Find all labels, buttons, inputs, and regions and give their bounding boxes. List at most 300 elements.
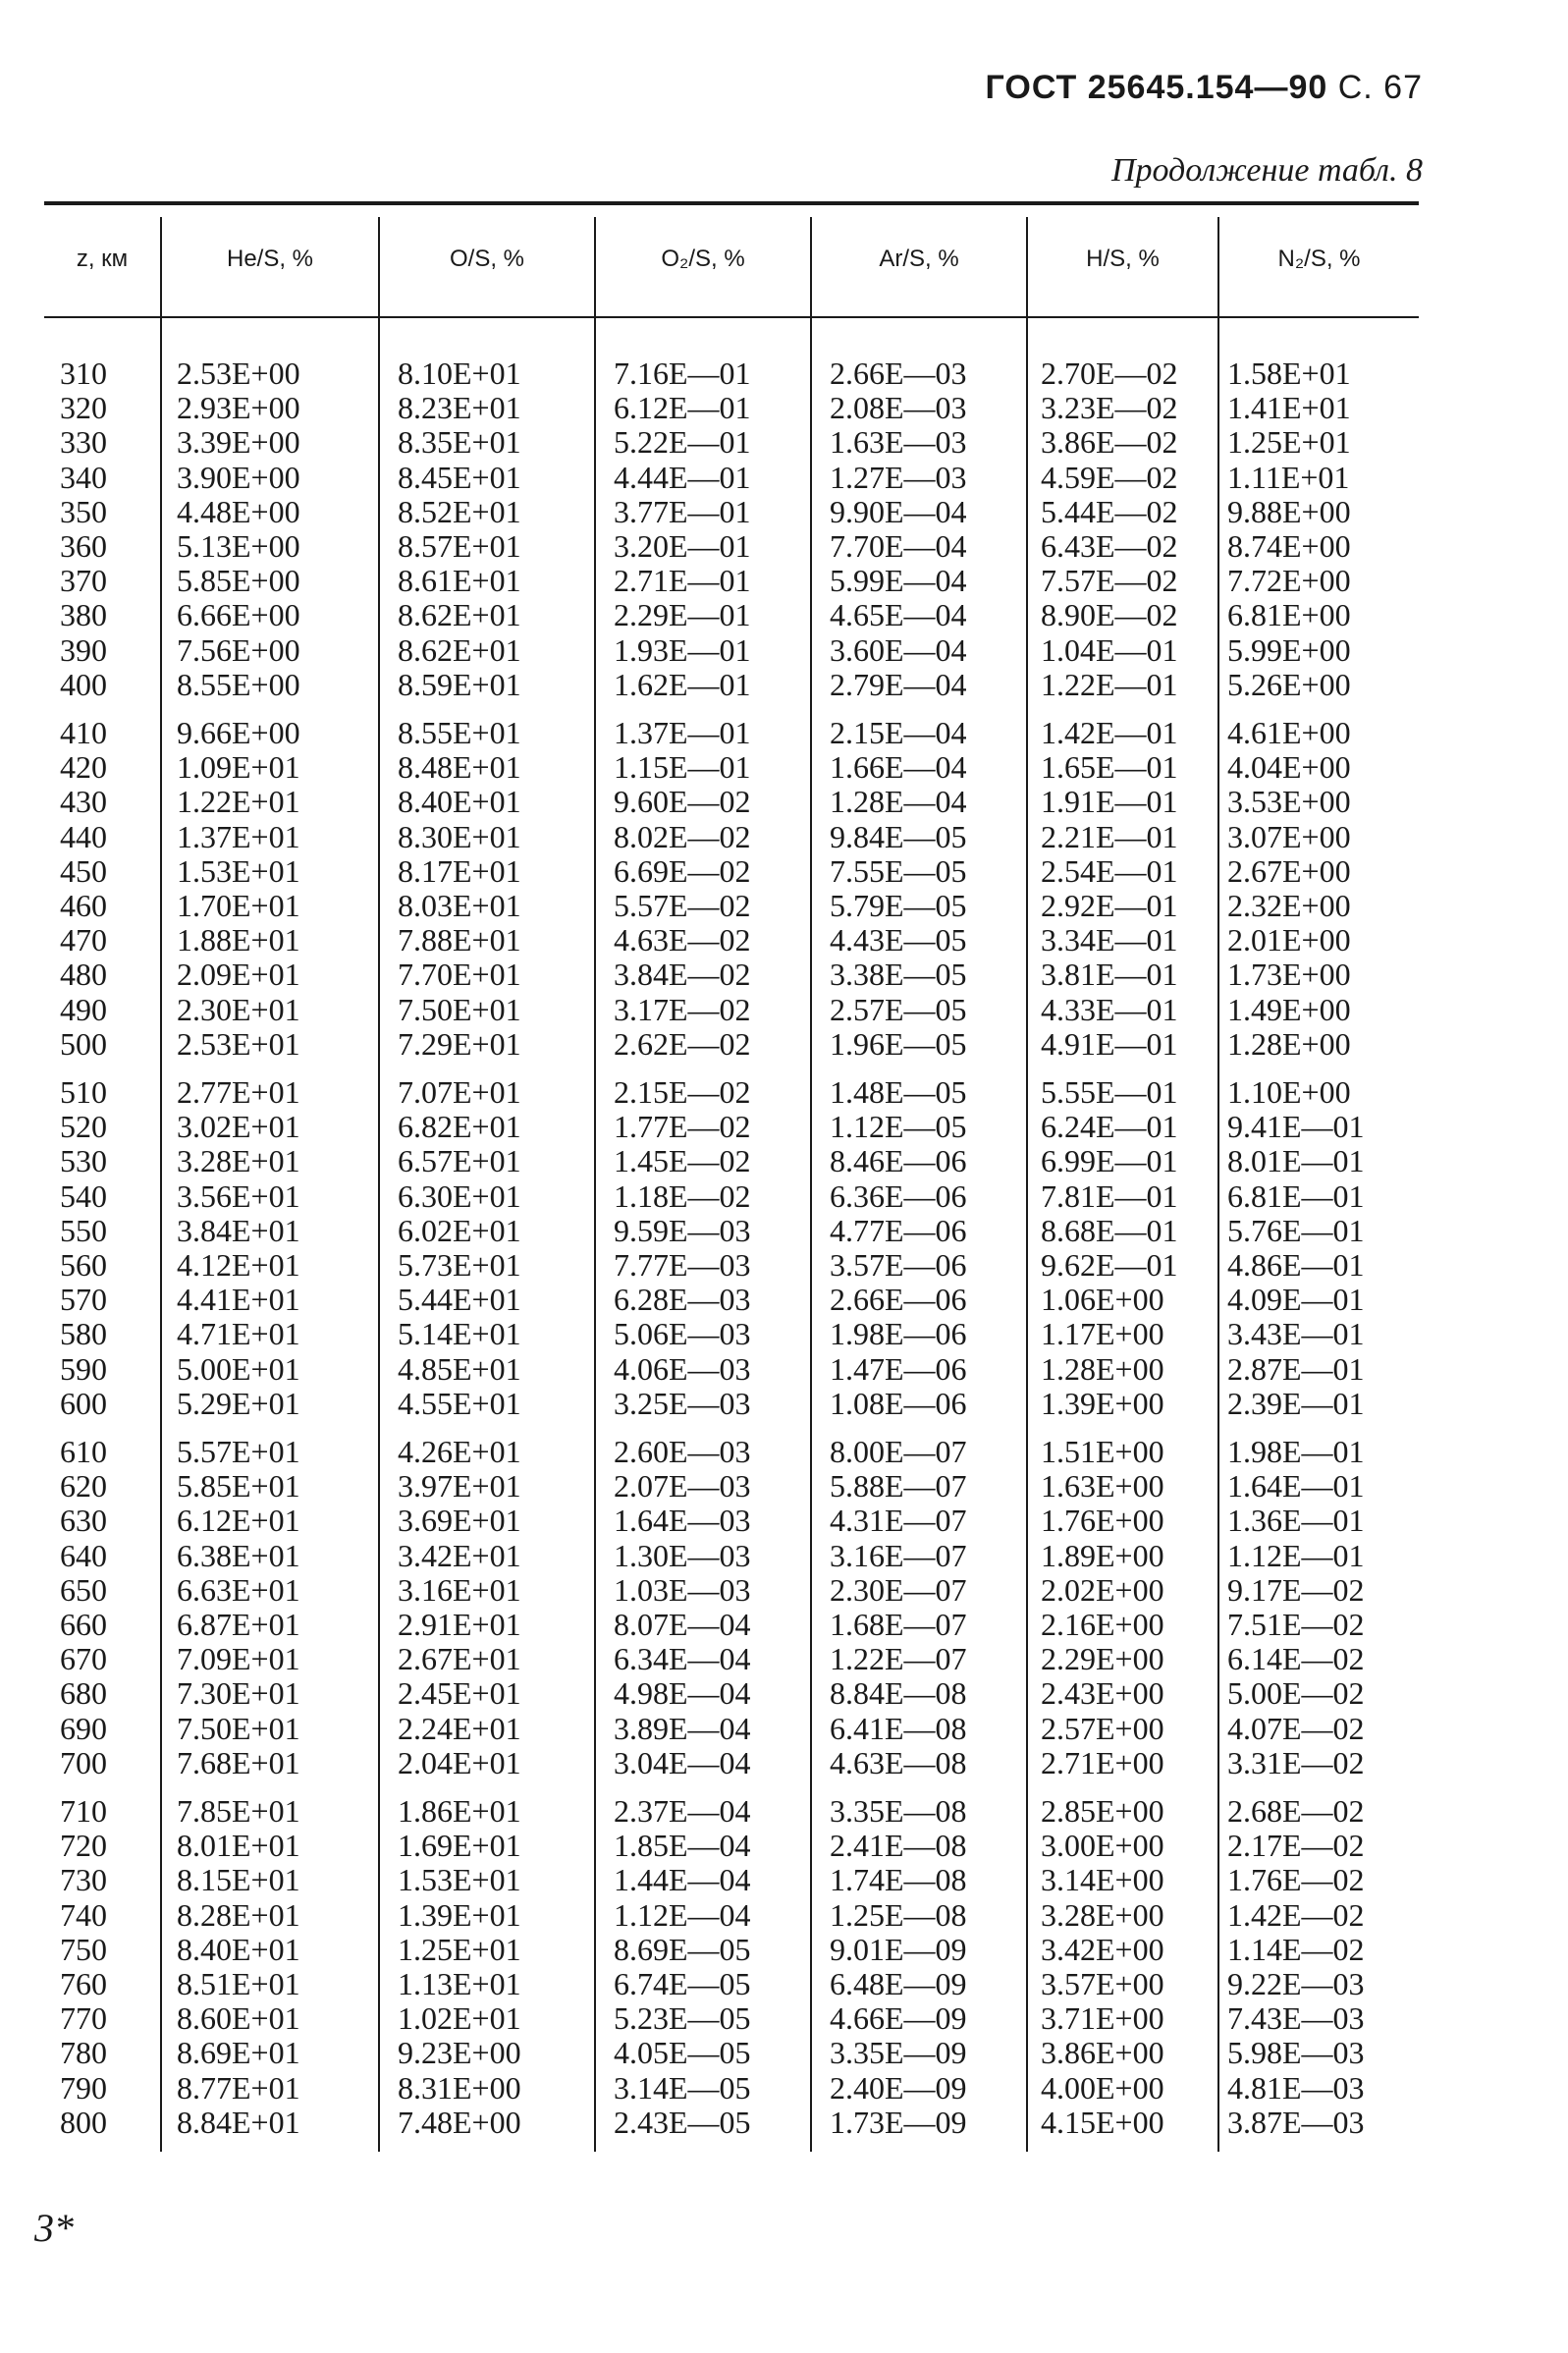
altitude-cell: 510 <box>60 1074 107 1110</box>
o-cell: 1.69E+01 <box>398 1828 521 1864</box>
n2-cell: 1.11E+01 <box>1227 459 1350 495</box>
ar-cell: 9.84E—05 <box>830 818 967 854</box>
table-row <box>44 1110 1419 1144</box>
n2-cell: 2.39E—01 <box>1227 1385 1365 1421</box>
n2-cell: 9.88E+00 <box>1227 493 1351 529</box>
table-row <box>44 2071 1419 2106</box>
h-cell: 3.86E—02 <box>1041 424 1178 461</box>
he-cell: 7.30E+01 <box>177 1675 300 1712</box>
table-row <box>44 1214 1419 1248</box>
table-header-rule <box>44 316 1419 318</box>
table-row <box>44 1746 1419 1780</box>
o-cell: 8.03E+01 <box>398 888 521 923</box>
altitude-cell: 380 <box>60 597 107 633</box>
ar-cell: 5.79E—05 <box>830 888 967 923</box>
o2-cell: 6.12E—01 <box>614 390 751 426</box>
h-cell: 7.81E—01 <box>1041 1177 1178 1214</box>
o2-cell: 5.22E—01 <box>614 424 751 461</box>
n2-cell: 4.86E—01 <box>1227 1247 1365 1283</box>
document-header <box>986 69 1423 107</box>
o-cell: 7.88E+01 <box>398 922 521 958</box>
ar-cell: 5.99E—04 <box>830 563 967 599</box>
ar-cell: 1.27E—03 <box>830 459 967 495</box>
ar-cell: 1.74E—08 <box>830 1862 967 1898</box>
o2-cell: 3.04E—04 <box>614 1744 751 1780</box>
h-cell: 3.81E—01 <box>1041 957 1178 993</box>
n2-cell: 7.72E+00 <box>1227 563 1351 599</box>
h-cell: 1.65E—01 <box>1041 749 1178 786</box>
he-cell: 2.30E+01 <box>177 991 300 1027</box>
ar-cell: 4.43E—05 <box>830 922 967 958</box>
altitude-cell: 640 <box>60 1537 107 1573</box>
o-cell: 1.86E+01 <box>398 1793 521 1829</box>
n2-cell: 6.81E—01 <box>1227 1177 1365 1214</box>
he-cell: 3.56E+01 <box>177 1177 300 1214</box>
ar-cell: 6.36E—06 <box>830 1177 967 1214</box>
ar-cell: 4.77E—06 <box>830 1212 967 1248</box>
o-cell: 3.69E+01 <box>398 1503 521 1539</box>
ar-cell: 2.30E—07 <box>830 1571 967 1608</box>
table-row <box>44 785 1419 819</box>
table-row <box>44 1469 1419 1504</box>
o2-cell: 5.57E—02 <box>614 888 751 923</box>
table-row <box>44 1712 1419 1746</box>
h-cell: 1.76E+00 <box>1041 1503 1164 1539</box>
he-cell: 3.84E+01 <box>177 1212 300 1248</box>
h-cell: 2.16E+00 <box>1041 1607 1164 1642</box>
he-cell: 5.57E+01 <box>177 1434 300 1469</box>
ar-cell: 1.12E—05 <box>830 1109 967 1145</box>
o2-cell: 2.07E—03 <box>614 1468 751 1505</box>
ar-cell: 7.70E—04 <box>830 528 967 564</box>
he-cell: 4.12E+01 <box>177 1247 300 1283</box>
n2-cell: 5.00E—02 <box>1227 1675 1365 1712</box>
o2-cell: 5.23E—05 <box>614 2000 751 2037</box>
table-row <box>44 391 1419 425</box>
altitude-cell: 360 <box>60 528 107 564</box>
n2-cell: 1.12E—01 <box>1227 1537 1365 1573</box>
he-cell: 2.53E+00 <box>177 356 300 391</box>
altitude-cell: 410 <box>60 715 107 750</box>
o-cell: 8.52E+01 <box>398 493 521 529</box>
altitude-cell: 760 <box>60 1966 107 2001</box>
table-row <box>44 1435 1419 1469</box>
h-cell: 1.89E+00 <box>1041 1537 1164 1573</box>
he-cell: 6.87E+01 <box>177 1607 300 1642</box>
o2-cell: 9.60E—02 <box>614 784 751 820</box>
o2-cell: 3.77E—01 <box>614 493 751 529</box>
h-cell: 2.29E+00 <box>1041 1641 1164 1677</box>
n2-cell: 1.28E+00 <box>1227 1025 1351 1062</box>
o-cell: 1.39E+01 <box>398 1896 521 1933</box>
n2-cell: 3.31E—02 <box>1227 1744 1365 1780</box>
table-row <box>44 993 1419 1027</box>
table-row <box>44 2001 1419 2036</box>
altitude-cell: 720 <box>60 1828 107 1864</box>
o2-cell: 3.14E—05 <box>614 2069 751 2106</box>
altitude-cell: 450 <box>60 852 107 889</box>
n2-cell: 4.04E+00 <box>1227 749 1351 786</box>
o2-cell: 1.37E—01 <box>614 715 751 750</box>
altitude-cell: 740 <box>60 1896 107 1933</box>
o-cell: 2.04E+01 <box>398 1744 521 1780</box>
o2-cell: 4.44E—01 <box>614 459 751 495</box>
ar-cell: 3.16E—07 <box>830 1537 967 1573</box>
h-cell: 3.86E+00 <box>1041 2035 1164 2071</box>
ar-cell: 1.98E—06 <box>830 1316 967 1352</box>
h-cell: 2.02E+00 <box>1041 1571 1164 1608</box>
h-cell: 2.70E—02 <box>1041 356 1178 391</box>
n2-cell: 4.61E+00 <box>1227 715 1351 750</box>
o2-cell: 1.93E—01 <box>614 631 751 668</box>
ar-cell: 3.35E—08 <box>830 1793 967 1829</box>
ar-cell: 1.68E—07 <box>830 1607 967 1642</box>
table-row <box>44 495 1419 529</box>
n2-cell: 2.17E—02 <box>1227 1828 1365 1864</box>
altitude-cell: 520 <box>60 1109 107 1145</box>
n2-cell: 9.41E—01 <box>1227 1109 1365 1145</box>
table-row <box>44 750 1419 785</box>
h-cell: 8.68E—01 <box>1041 1212 1178 1248</box>
ar-cell: 2.41E—08 <box>830 1828 967 1864</box>
o-cell: 2.45E+01 <box>398 1675 521 1712</box>
ar-cell: 1.25E—08 <box>830 1896 967 1933</box>
h-cell: 1.42E—01 <box>1041 715 1178 750</box>
table-row <box>44 716 1419 750</box>
table-row <box>44 598 1419 632</box>
o-cell: 5.14E+01 <box>398 1316 521 1352</box>
h-cell: 3.00E+00 <box>1041 1828 1164 1864</box>
n2-cell: 2.68E—02 <box>1227 1793 1365 1829</box>
ar-cell: 1.28E—04 <box>830 784 967 820</box>
ar-cell: 9.90E—04 <box>830 493 967 529</box>
ar-cell: 1.08E—06 <box>830 1385 967 1421</box>
altitude-cell: 310 <box>60 356 107 391</box>
he-cell: 8.60E+01 <box>177 2000 300 2037</box>
table-row <box>44 425 1419 460</box>
ar-cell: 1.63E—03 <box>830 424 967 461</box>
h-cell: 1.06E+00 <box>1041 1282 1164 1318</box>
n2-cell: 5.98E—03 <box>1227 2035 1365 2071</box>
n2-cell: 2.87E—01 <box>1227 1350 1365 1387</box>
h-cell: 2.43E+00 <box>1041 1675 1164 1712</box>
altitude-cell: 780 <box>60 2035 107 2071</box>
ar-cell: 1.73E—09 <box>830 2104 967 2140</box>
o2-cell: 5.06E—03 <box>614 1316 751 1352</box>
o2-cell: 2.29E—01 <box>614 597 751 633</box>
altitude-cell: 610 <box>60 1434 107 1469</box>
table-row <box>44 1144 1419 1178</box>
o2-cell: 2.43E—05 <box>614 2104 751 2140</box>
table-row <box>44 1387 1419 1421</box>
altitude-cell: 560 <box>60 1247 107 1283</box>
he-cell: 1.70E+01 <box>177 888 300 923</box>
altitude-cell: 600 <box>60 1385 107 1421</box>
table-row <box>44 1283 1419 1317</box>
he-cell: 8.84E+01 <box>177 2104 300 2140</box>
table-row <box>44 1642 1419 1676</box>
o-cell: 8.45E+01 <box>398 459 521 495</box>
table-row <box>44 1829 1419 1863</box>
he-cell: 2.93E+00 <box>177 390 300 426</box>
n2-cell: 1.14E—02 <box>1227 1931 1365 1967</box>
o-cell: 8.17E+01 <box>398 852 521 889</box>
column-header-n2: N₂/S, % <box>1277 246 1361 272</box>
ar-cell: 2.79E—04 <box>830 666 967 702</box>
table-row <box>44 1933 1419 1967</box>
n2-cell: 1.10E+00 <box>1227 1074 1351 1110</box>
o2-cell: 4.06E—03 <box>614 1350 751 1387</box>
page-number: С. 67 <box>1337 69 1423 106</box>
he-cell: 6.66E+00 <box>177 597 300 633</box>
altitude-cell: 490 <box>60 991 107 1027</box>
o2-cell: 8.69E—05 <box>614 1931 751 1967</box>
he-cell: 6.63E+01 <box>177 1571 300 1608</box>
ar-cell: 1.22E—07 <box>830 1641 967 1677</box>
h-cell: 4.33E—01 <box>1041 991 1178 1027</box>
ar-cell: 4.65E—04 <box>830 597 967 633</box>
table-top-rule <box>44 201 1419 205</box>
o2-cell: 1.64E—03 <box>614 1503 751 1539</box>
o2-cell: 4.98E—04 <box>614 1675 751 1712</box>
n2-cell: 2.01E+00 <box>1227 922 1351 958</box>
table-row <box>44 1676 1419 1711</box>
he-cell: 2.09E+01 <box>177 957 300 993</box>
h-cell: 7.57E—02 <box>1041 563 1178 599</box>
altitude-cell: 530 <box>60 1143 107 1179</box>
ar-cell: 1.48E—05 <box>830 1074 967 1110</box>
o-cell: 7.07E+01 <box>398 1074 521 1110</box>
o-cell: 2.91E+01 <box>398 1607 521 1642</box>
altitude-cell: 630 <box>60 1503 107 1539</box>
n2-cell: 9.22E—03 <box>1227 1966 1365 2001</box>
ar-cell: 6.48E—09 <box>830 1966 967 2001</box>
o2-cell: 1.85E—04 <box>614 1828 751 1864</box>
ar-cell: 2.57E—05 <box>830 991 967 1027</box>
o2-cell: 7.16E—01 <box>614 356 751 391</box>
he-cell: 3.28E+01 <box>177 1143 300 1179</box>
he-cell: 3.02E+01 <box>177 1109 300 1145</box>
h-cell: 2.57E+00 <box>1041 1710 1164 1746</box>
o2-cell: 4.63E—02 <box>614 922 751 958</box>
table-row <box>44 854 1419 889</box>
ar-cell: 9.01E—09 <box>830 1931 967 1967</box>
h-cell: 9.62E—01 <box>1041 1247 1178 1283</box>
standard-number: ГОСТ 25645.154—90 <box>985 69 1328 106</box>
table-row <box>44 1352 1419 1387</box>
he-cell: 8.55E+00 <box>177 666 300 702</box>
o2-cell: 6.69E—02 <box>614 852 751 889</box>
column-header-he: He/S, % <box>226 246 314 272</box>
o2-cell: 3.89E—04 <box>614 1710 751 1746</box>
table-row <box>44 1027 1419 1062</box>
o-cell: 1.02E+01 <box>398 2000 521 2037</box>
o-cell: 8.62E+01 <box>398 597 521 633</box>
o-cell: 8.57E+01 <box>398 528 521 564</box>
h-cell: 2.71E+00 <box>1041 1744 1164 1780</box>
he-cell: 8.28E+01 <box>177 1896 300 1933</box>
n2-cell: 9.17E—02 <box>1227 1571 1365 1608</box>
o-cell: 8.61E+01 <box>398 563 521 599</box>
he-cell: 8.69E+01 <box>177 2035 300 2071</box>
o-cell: 9.23E+00 <box>398 2035 521 2071</box>
ar-cell: 4.31E—07 <box>830 1503 967 1539</box>
table-row <box>44 1539 1419 1573</box>
ar-cell: 6.41E—08 <box>830 1710 967 1746</box>
h-cell: 2.54E—01 <box>1041 852 1178 889</box>
altitude-cell: 440 <box>60 818 107 854</box>
ar-cell: 7.55E—05 <box>830 852 967 889</box>
he-cell: 1.53E+01 <box>177 852 300 889</box>
o-cell: 1.53E+01 <box>398 1862 521 1898</box>
he-cell: 4.41E+01 <box>177 1282 300 1318</box>
table-row <box>44 923 1419 958</box>
altitude-cell: 400 <box>60 666 107 702</box>
table-row <box>44 1504 1419 1538</box>
altitude-cell: 350 <box>60 493 107 529</box>
n2-cell: 8.74E+00 <box>1227 528 1351 564</box>
table-row <box>44 1573 1419 1608</box>
o-cell: 7.48E+00 <box>398 2104 521 2140</box>
o-cell: 1.25E+01 <box>398 1931 521 1967</box>
column-header-o: O/S, % <box>449 246 525 272</box>
o-cell: 7.70E+01 <box>398 957 521 993</box>
o-cell: 6.02E+01 <box>398 1212 521 1248</box>
table-row <box>44 529 1419 564</box>
data-table <box>44 201 1419 2156</box>
h-cell: 5.44E—02 <box>1041 493 1178 529</box>
n2-cell: 5.76E—01 <box>1227 1212 1365 1248</box>
o2-cell: 3.25E—03 <box>614 1385 751 1421</box>
altitude-cell: 680 <box>60 1675 107 1712</box>
h-cell: 1.17E+00 <box>1041 1316 1164 1352</box>
n2-cell: 1.58E+01 <box>1227 356 1351 391</box>
h-cell: 2.85E+00 <box>1041 1793 1164 1829</box>
altitude-cell: 480 <box>60 957 107 993</box>
table-row <box>44 1863 1419 1897</box>
o-cell: 8.10E+01 <box>398 356 521 391</box>
ar-cell: 5.88E—07 <box>830 1468 967 1505</box>
altitude-cell: 460 <box>60 888 107 923</box>
he-cell: 9.66E+00 <box>177 715 300 750</box>
altitude-cell: 340 <box>60 459 107 495</box>
h-cell: 4.91E—01 <box>1041 1025 1178 1062</box>
table-row <box>44 668 1419 702</box>
h-cell: 3.23E—02 <box>1041 390 1178 426</box>
n2-cell: 3.43E—01 <box>1227 1316 1365 1352</box>
he-cell: 2.53E+01 <box>177 1025 300 1062</box>
o2-cell: 9.59E—03 <box>614 1212 751 1248</box>
table-row <box>44 2106 1419 2140</box>
n2-cell: 2.67E+00 <box>1227 852 1351 889</box>
altitude-cell: 540 <box>60 1177 107 1214</box>
ar-cell: 1.66E—04 <box>830 749 967 786</box>
ar-cell: 4.66E—09 <box>830 2000 967 2037</box>
table-row <box>44 1317 1419 1351</box>
table-row <box>44 461 1419 495</box>
o-cell: 6.30E+01 <box>398 1177 521 1214</box>
he-cell: 5.85E+00 <box>177 563 300 599</box>
altitude-cell: 500 <box>60 1025 107 1062</box>
he-cell: 1.09E+01 <box>177 749 300 786</box>
altitude-cell: 390 <box>60 631 107 668</box>
altitude-cell: 570 <box>60 1282 107 1318</box>
o-cell: 8.55E+01 <box>398 715 521 750</box>
o-cell: 8.35E+01 <box>398 424 521 461</box>
table-row <box>44 1608 1419 1642</box>
o2-cell: 1.44E—04 <box>614 1862 751 1898</box>
n2-cell: 5.26E+00 <box>1227 666 1351 702</box>
h-cell: 4.15E+00 <box>1041 2104 1164 2140</box>
altitude-cell: 770 <box>60 2000 107 2037</box>
he-cell: 5.13E+00 <box>177 528 300 564</box>
altitude-cell: 330 <box>60 424 107 461</box>
he-cell: 3.90E+00 <box>177 459 300 495</box>
o2-cell: 6.74E—05 <box>614 1966 751 2001</box>
ar-cell: 1.47E—06 <box>830 1350 967 1387</box>
h-cell: 1.39E+00 <box>1041 1385 1164 1421</box>
he-cell: 8.77E+01 <box>177 2069 300 2106</box>
ar-cell: 3.35E—09 <box>830 2035 967 2071</box>
h-cell: 1.22E—01 <box>1041 666 1178 702</box>
altitude-cell: 670 <box>60 1641 107 1677</box>
he-cell: 4.48E+00 <box>177 493 300 529</box>
o2-cell: 3.84E—02 <box>614 957 751 993</box>
he-cell: 3.39E+00 <box>177 424 300 461</box>
h-cell: 8.90E—02 <box>1041 597 1178 633</box>
he-cell: 8.51E+01 <box>177 1966 300 2001</box>
o-cell: 8.40E+01 <box>398 784 521 820</box>
o2-cell: 4.05E—05 <box>614 2035 751 2071</box>
ar-cell: 3.57E—06 <box>830 1247 967 1283</box>
n2-cell: 6.81E+00 <box>1227 597 1351 633</box>
he-cell: 1.37E+01 <box>177 818 300 854</box>
o2-cell: 8.02E—02 <box>614 818 751 854</box>
o2-cell: 2.15E—02 <box>614 1074 751 1110</box>
o2-cell: 1.15E—01 <box>614 749 751 786</box>
altitude-cell: 590 <box>60 1350 107 1387</box>
n2-cell: 1.73E+00 <box>1227 957 1351 993</box>
he-cell: 8.40E+01 <box>177 1931 300 1967</box>
he-cell: 5.29E+01 <box>177 1385 300 1421</box>
h-cell: 2.92E—01 <box>1041 888 1178 923</box>
ar-cell: 2.66E—06 <box>830 1282 967 1318</box>
table-row <box>44 1898 1419 1933</box>
table-row <box>44 1179 1419 1214</box>
column-header-z: z, км <box>76 246 129 272</box>
altitude-cell: 470 <box>60 922 107 958</box>
ar-cell: 3.38E—05 <box>830 957 967 993</box>
table-row <box>44 564 1419 598</box>
table-row <box>44 633 1419 668</box>
o2-cell: 6.28E—03 <box>614 1282 751 1318</box>
ar-cell: 2.15E—04 <box>830 715 967 750</box>
n2-cell: 3.53E+00 <box>1227 784 1351 820</box>
o-cell: 4.85E+01 <box>398 1350 521 1387</box>
column-header-h: H/S, % <box>1086 246 1160 272</box>
he-cell: 7.50E+01 <box>177 1710 300 1746</box>
ar-cell: 8.46E—06 <box>830 1143 967 1179</box>
o-cell: 3.42E+01 <box>398 1537 521 1573</box>
altitude-cell: 580 <box>60 1316 107 1352</box>
ar-cell: 2.66E—03 <box>830 356 967 391</box>
table-row <box>44 2036 1419 2070</box>
he-cell: 5.85E+01 <box>177 1468 300 1505</box>
o-cell: 8.30E+01 <box>398 818 521 854</box>
altitude-cell: 750 <box>60 1931 107 1967</box>
n2-cell: 3.07E+00 <box>1227 818 1351 854</box>
table-row <box>44 820 1419 854</box>
